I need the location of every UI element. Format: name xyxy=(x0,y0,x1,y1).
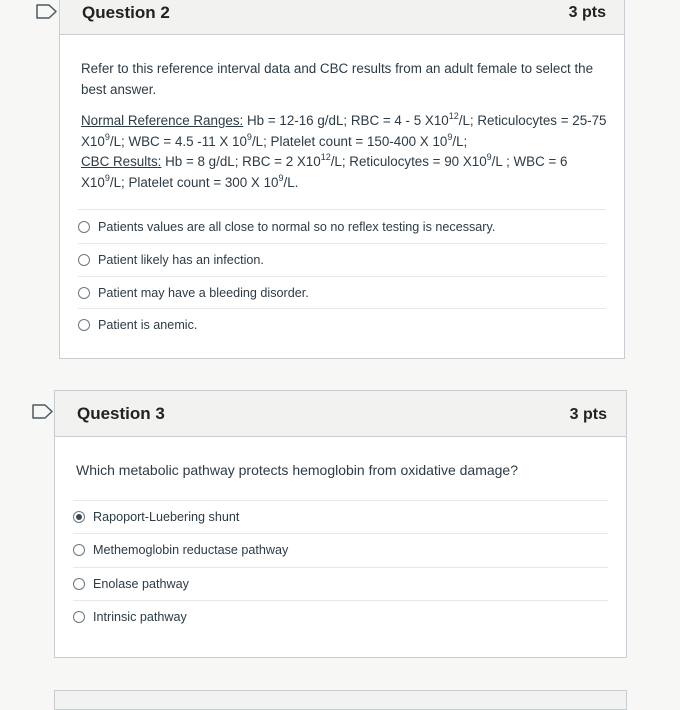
normal-ranges xyxy=(81,111,611,152)
question-header xyxy=(60,0,624,35)
answer-label: Patient likely has an infection. xyxy=(98,253,264,267)
answer-option[interactable] xyxy=(73,567,608,600)
normal-ranges-label: Normal Reference Ranges: xyxy=(81,113,244,128)
flag-question-icon[interactable] xyxy=(36,4,58,19)
cbc-results-label: CBC Results: xyxy=(81,154,162,169)
radio-icon[interactable] xyxy=(78,254,90,266)
radio-icon[interactable] xyxy=(78,319,90,331)
cbc-results-text: Hb = 8 g/dL; RBC = 2 $X10^{12}/L$; Reticulocytes = 90 $X10^9/L$ ; WBC = 6 $X10^9/L$; Platelet count = 300 X $10^9/L$. xyxy=(81,152,568,190)
answer-option[interactable] xyxy=(73,500,608,533)
question-card xyxy=(54,390,627,658)
question-intro: Refer to this reference interval data and CBC results from an adult female to select the best answer. xyxy=(81,61,594,97)
question-card xyxy=(59,0,625,359)
answer-option[interactable] xyxy=(78,276,606,308)
cbc-results xyxy=(81,152,611,193)
question-title: Question 2 xyxy=(82,3,170,22)
answer-option[interactable] xyxy=(78,308,606,341)
answer-label: Rapoport-Luebering shunt xyxy=(93,510,240,524)
question-header xyxy=(55,391,626,437)
radio-icon[interactable] xyxy=(78,287,90,299)
question-prompt: Which metabolic pathway protects hemoglobin from oxidative damage? xyxy=(76,462,519,478)
question-text xyxy=(81,59,611,193)
answer-label: Enolase pathway xyxy=(93,577,189,591)
radio-icon[interactable] xyxy=(73,611,85,623)
radio-icon[interactable] xyxy=(78,221,90,233)
answer-option[interactable] xyxy=(73,600,608,633)
question-title: Question 3 xyxy=(77,404,165,423)
answer-label: Methemoglobin reductase pathway xyxy=(93,543,289,557)
flag-question-icon[interactable] xyxy=(32,404,54,419)
radio-icon[interactable] xyxy=(73,578,85,590)
radio-icon[interactable] xyxy=(73,511,85,523)
question-points: 3 pts xyxy=(569,406,607,423)
answer-label: Patients values are all close to normal so no reflex testing is necessary. xyxy=(98,219,496,234)
answer-label: Intrinsic pathway xyxy=(93,610,187,624)
radio-icon[interactable] xyxy=(73,544,85,556)
next-question-card xyxy=(54,690,627,710)
question-points: 3 pts xyxy=(568,4,606,21)
answer-option[interactable] xyxy=(78,209,606,243)
answer-option[interactable] xyxy=(78,243,606,276)
normal-ranges-text: Hb = 12-16 g/dL; RBC = 4 - 5 $X10^{12}/L$; Reticulocytes = 25-75 $X10^9/L$; WBC = 4.5 -11 X $10^9/L$; Platelet count = 150-400 X $10^9/L$; xyxy=(81,111,607,149)
answer-label: Patient is anemic. xyxy=(98,318,198,332)
answer-label: Patient may have a bleeding disorder. xyxy=(98,285,309,300)
answer-option[interactable] xyxy=(73,533,608,566)
